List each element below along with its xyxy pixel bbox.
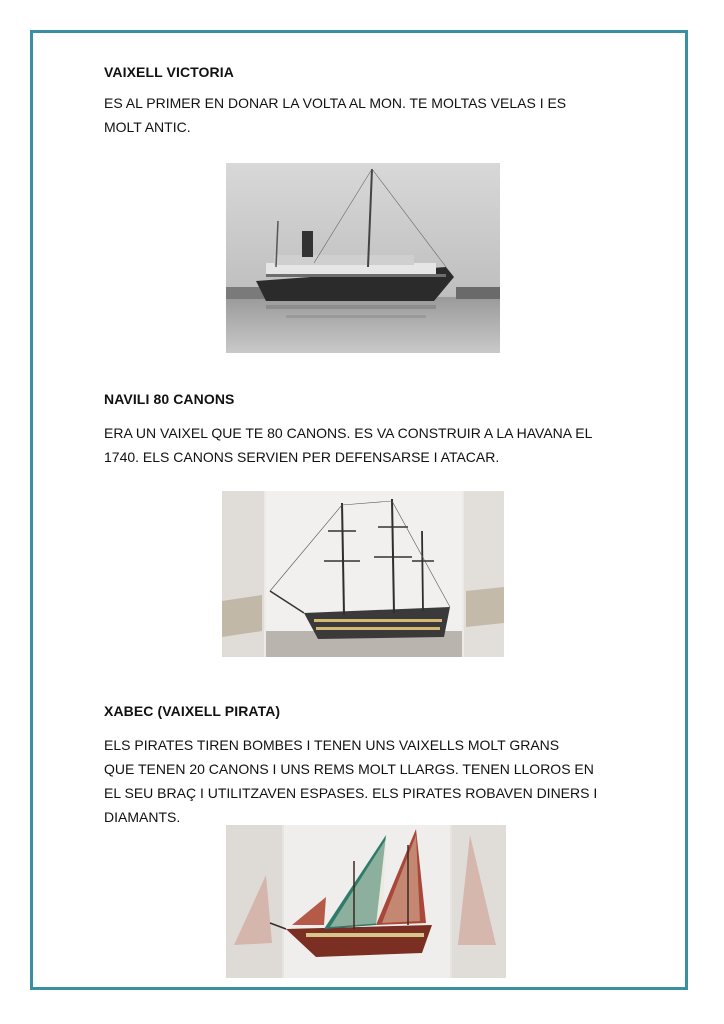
- text-line: ELS PIRATES TIREN BOMBES I TENEN UNS VAIXELLS MOLT GRANS: [104, 737, 560, 753]
- section-text-victoria: [104, 91, 624, 139]
- xebec-model: [226, 825, 506, 978]
- text-line: QUE TENEN 20 CANONS I UNS REMS MOLT LLARGS. TENEN LLOROS EN: [104, 761, 594, 777]
- text-line: 1740. ELS CANONS SERVIEN PER DEFENSARSE I ATACAR.: [104, 449, 500, 465]
- section-title-victoria: VAIXELL VICTORIA: [104, 64, 234, 80]
- steamship-photo: [226, 163, 500, 353]
- text-line: MOLT ANTIC.: [104, 119, 191, 135]
- text-line: EL SEU BRAÇ I UTILITZAVEN ESPASES. ELS PIRATES ROBAVEN DINERS I: [104, 785, 598, 801]
- section-text-navili: [104, 421, 624, 469]
- text-line: ES AL PRIMER EN DONAR LA VOLTA AL MON. TE MOLTAS VELAS I ES: [104, 95, 567, 111]
- section-title-xabec: XABEC (VAIXELL PIRATA): [104, 703, 281, 719]
- section-title-navili: NAVILI 80 CANONS: [104, 391, 235, 407]
- text-line: DIAMANTS.: [104, 809, 181, 825]
- ship-of-the-line-model: [222, 491, 504, 657]
- text-line: ERA UN VAIXEL QUE TE 80 CANONS. ES VA CONSTRUIR A LA HAVANA EL: [104, 425, 593, 441]
- section-text-xabec: [104, 733, 624, 829]
